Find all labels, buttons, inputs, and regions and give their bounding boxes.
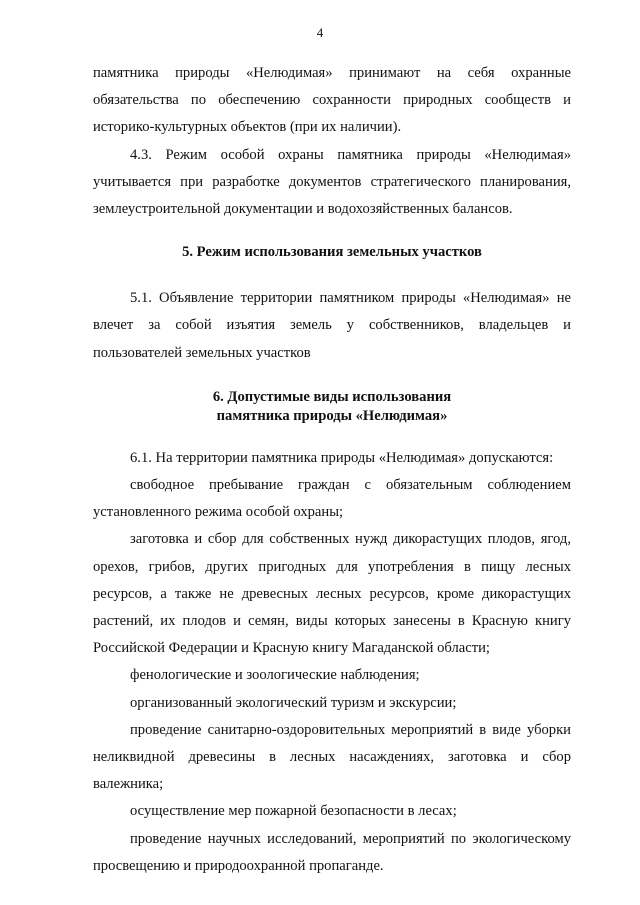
document-body <box>93 60 571 880</box>
list-item: свободное пребывание граждан с обязательным соблюдением установленного режима особой охраны; <box>93 477 571 521</box>
section-5-heading: 5. Режим использования земельных участков <box>182 244 482 261</box>
list-item: проведение научных исследований, мероприятий по экологическому просвещению и природоохранной пропаганде. <box>93 830 571 874</box>
page-number: 4 <box>316 25 324 40</box>
paragraph-4-3: 4.3. Режим особой охраны памятника природы «Нелюдимая» учитывается при разработке документов стратегического планирования, землеустроительной документации и водохозяйственных балансов. <box>93 146 571 218</box>
list-item: фенологические и зоологические наблюдения; <box>130 667 420 684</box>
section-6-heading-line-1: 6. Допустимые виды использования <box>212 388 452 405</box>
list-item: проведение санитарно-оздоровительных мероприятий в виде уборки неликвидной древесины в лесных насаждениях, заготовка и сбор валежника; <box>93 721 571 793</box>
section-6-heading-line-2: памятника природы «Нелюдимая» <box>216 407 448 424</box>
section-6-heading <box>93 388 571 426</box>
paragraph-5-1: 5.1. Объявление территории памятником природы «Нелюдимая» не влечет за собой изъятия земель у собственников, владельцев и пользователей земельных участков <box>93 290 571 361</box>
paragraph-6-1: 6.1. На территории памятника природы «Нелюдимая» допускаются: <box>130 449 554 466</box>
list-item: организованный экологический туризм и экскурсии; <box>130 694 457 711</box>
paragraph-continuation: памятника природы «Нелюдимая» принимают на себя охранные обязательства по обеспечению сохранности природных сообществ и историко-культурных объектов (при их наличии). <box>93 65 571 136</box>
list-item: осуществление мер пожарной безопасности в лесах; <box>130 803 457 820</box>
list-item: заготовка и сбор для собственных нужд дикорастущих плодов, ягод, орехов, грибов, других пригодных для употребления в пищу лесных ресурсов, а также не древесных лесных ресурсов, кроме дикорастущих растений, их плодов и семян, виды которых занесены в Красную книгу Российской Федерации и Красную книгу Магаданской области; <box>93 531 571 657</box>
